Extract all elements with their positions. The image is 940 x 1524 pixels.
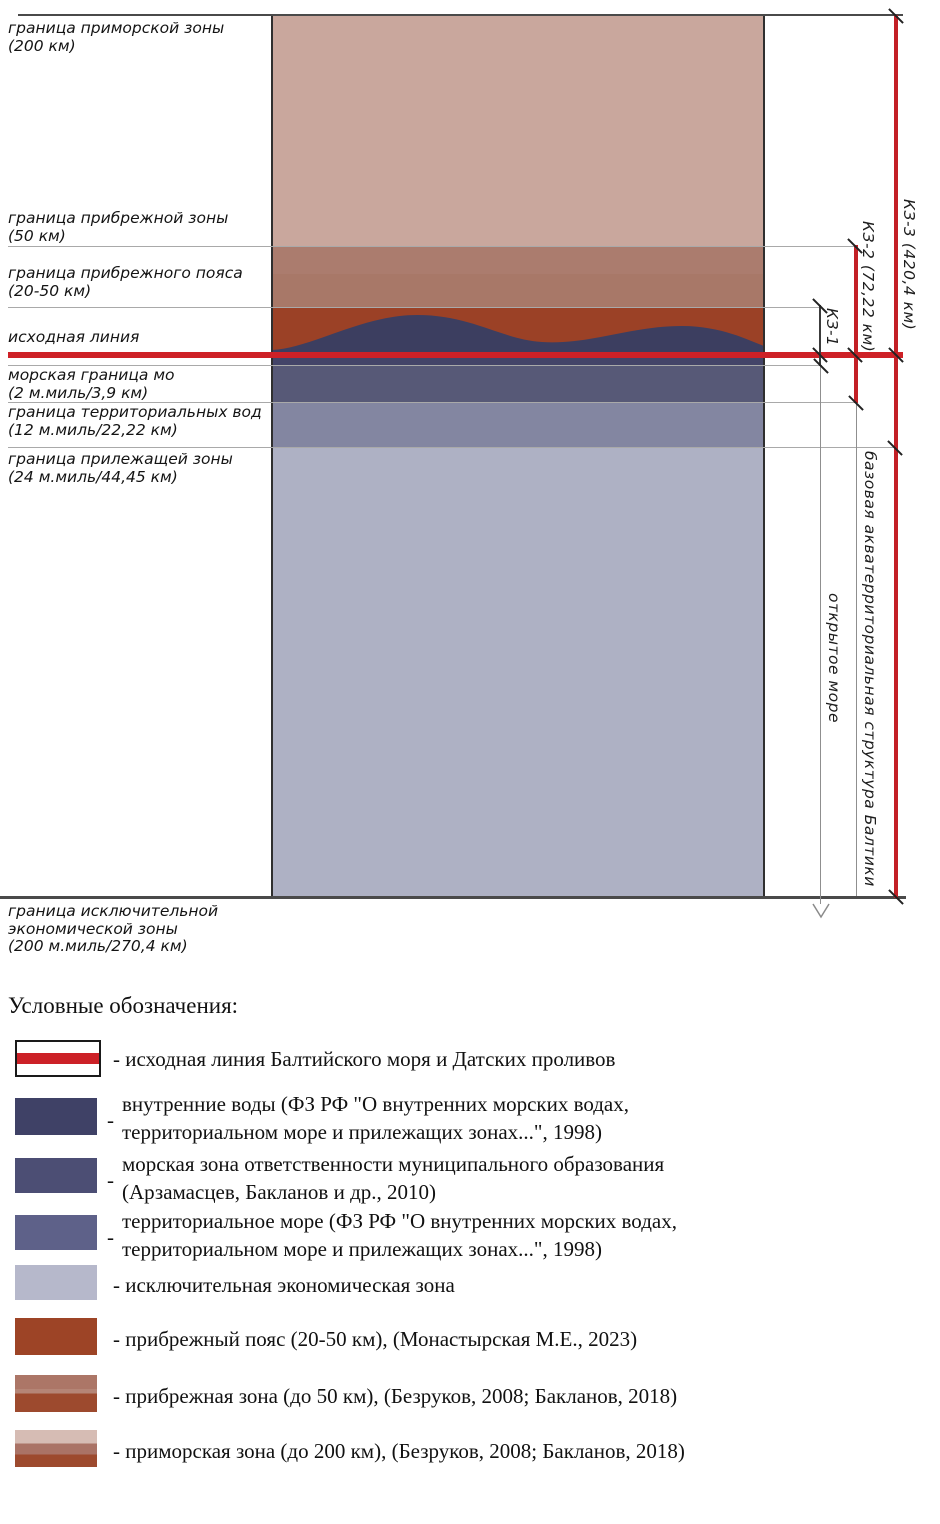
- band-contiguous-zone: [272, 403, 764, 448]
- label-line: (200 м.миль/270,4 км): [8, 937, 188, 955]
- legend-swatch-baseline: [15, 1040, 101, 1077]
- kz3-dimension-line: [894, 15, 898, 898]
- legend-title: Условные обозначения:: [8, 993, 239, 1018]
- band-territorial-sea: [272, 366, 764, 403]
- label-kz1: КЗ-1: [823, 308, 841, 347]
- label-line: граница прибрежного пояса: [8, 264, 243, 282]
- label-prilezhashchaya-zona: [8, 451, 268, 486]
- legend-label-line: морская зона ответственности муниципального образования: [122, 1152, 665, 1176]
- label-line: экономической зоны: [8, 919, 178, 938]
- label-line: (2 м.миль/3,9 км): [8, 383, 149, 402]
- legend-swatch-territorial-sea: [15, 1215, 97, 1250]
- legend-label-baseline: - исходная линия Балтийского моря и Датских проливов: [113, 1047, 616, 1071]
- label-line: граница территориальных вод: [8, 403, 262, 421]
- label-iskhodnaya-liniya: [8, 329, 268, 347]
- label-line: исходная линия: [8, 328, 140, 346]
- legend-label-line: (Арзамасцев, Бакланов и др., 2010): [122, 1180, 436, 1204]
- label-line: граница прилежащей зоны: [8, 450, 233, 468]
- label-line: (50 км): [8, 226, 66, 245]
- line-primorskaya-200km: [18, 14, 903, 16]
- baseline-red-line: [8, 352, 903, 358]
- label-line: (24 м.миль/44,45 км): [8, 467, 178, 486]
- legend-label-line: внутренние воды (ФЗ РФ "О внутренних морских водах,: [122, 1092, 630, 1116]
- open-sea-line: [820, 366, 821, 904]
- label-kz3: КЗ-3 (420,4 км): [900, 199, 918, 331]
- label-morskaya-granitsa-mo: [8, 367, 268, 402]
- label-base-structure: базовая акватерриториальная структура Балтики: [861, 451, 879, 887]
- legend-swatch-eez: [15, 1265, 97, 1300]
- column-left-border: [271, 15, 273, 898]
- label-line: (12 м.миль/22,22 км): [8, 420, 178, 439]
- legend-label-territorial-sea: [122, 1207, 932, 1263]
- legend-label-line: территориальное море (ФЗ РФ "О внутренних морских водах,: [122, 1209, 677, 1233]
- legend-label-pribrezhnaya: - прибрежная зона (до 50 км), (Безруков, 2008; Бакланов, 2018): [113, 1384, 678, 1408]
- legend-swatch-poyas: [15, 1318, 97, 1355]
- label-kz2: КЗ-2 (72,22 км): [859, 221, 877, 353]
- legend-label-mo-zone: [122, 1150, 932, 1206]
- line-pribrezhnaya-50km: [8, 246, 857, 247]
- down-arrow-icon: [812, 903, 830, 919]
- legend-label-internal-waters: [122, 1090, 932, 1146]
- legend-dash: -: [107, 1168, 114, 1192]
- legend-label-line: территориальном море и прилежащих зонах...", 1998): [122, 1237, 602, 1261]
- band-pribrezhnaya-zona: [272, 246, 764, 308]
- legend-label-primorskaya: - приморская зона (до 200 км), (Безруков, 2008; Бакланов, 2018): [113, 1439, 685, 1463]
- label-line: граница прибрежной зоны: [8, 209, 229, 227]
- line-poyas-20-50km: [8, 307, 821, 308]
- label-line: граница исключительной: [8, 902, 219, 920]
- label-line: морская граница мо: [8, 366, 175, 384]
- legend-label-eez: - исключительная экономическая зона: [113, 1273, 455, 1297]
- label-line: граница приморской зоны: [8, 19, 225, 37]
- legend-label-line: территориальном море и прилежащих зонах...", 1998): [122, 1120, 602, 1144]
- legend-swatch-baseline-red-band: [17, 1053, 99, 1064]
- band-eez: [272, 448, 764, 898]
- legend-dash: -: [107, 1225, 114, 1249]
- legend-label-poyas: - прибрежный пояс (20-50 км), (Монастырская М.Е., 2023): [113, 1327, 638, 1351]
- column-right-border: [763, 15, 765, 898]
- base-structure-line: [856, 403, 857, 896]
- label-pribrezhnaya-zona: [8, 210, 268, 245]
- legend-dash: -: [107, 1108, 114, 1132]
- line-eez-bottom: [0, 896, 906, 899]
- label-pribrezhny-poyas: [8, 265, 268, 300]
- line-contiguous-zone: [8, 447, 896, 448]
- label-primorskaya-zona: [8, 20, 268, 55]
- legend-swatch-internal-waters: [15, 1098, 97, 1135]
- label-eez-granitsa: [8, 903, 268, 956]
- label-territorialnye-vody: [8, 404, 268, 439]
- legend-swatch-mo-zone: [15, 1158, 97, 1193]
- band-primorskaya-zona: [272, 15, 764, 246]
- label-line: (20-50 км): [8, 281, 92, 300]
- label-open-sea: открытое море: [825, 593, 843, 723]
- label-line: (200 км): [8, 36, 76, 55]
- legend-swatch-primorskaya: [15, 1430, 97, 1467]
- internal-waters-wave: [272, 309, 764, 352]
- legend-swatch-pribrezhnaya: [15, 1375, 97, 1412]
